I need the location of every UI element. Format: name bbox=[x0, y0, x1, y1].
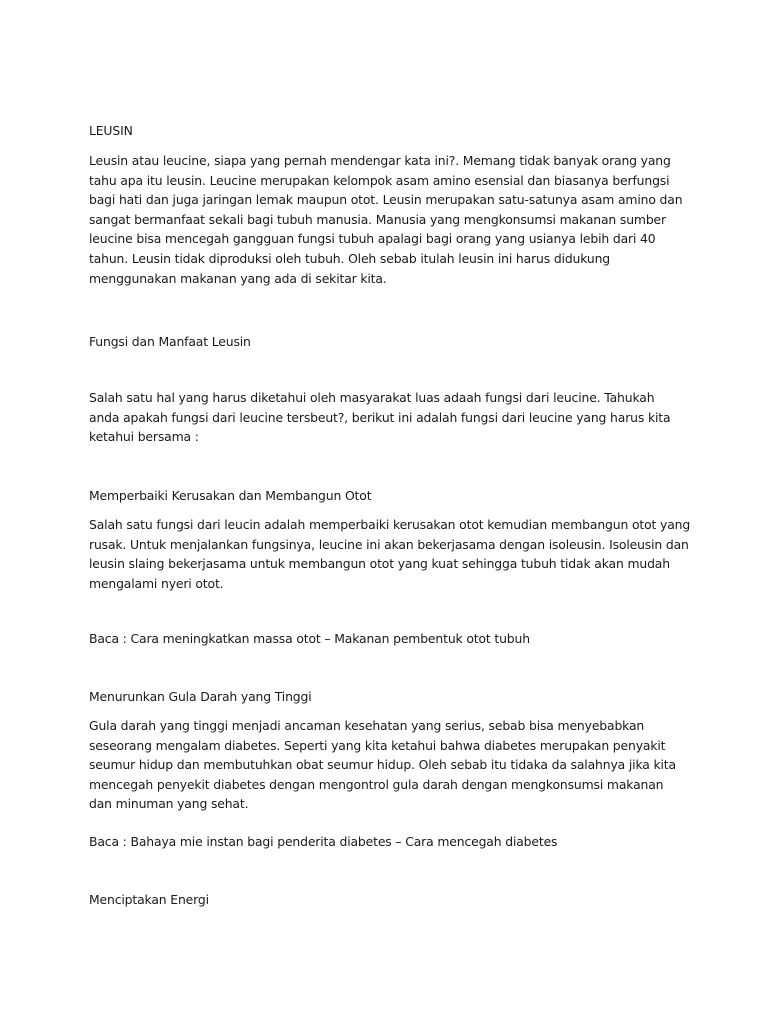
section-heading-otot: Memperbaiki Kerusakan dan Membangun Otot bbox=[89, 488, 372, 503]
baca-link-diabetes: Baca : Bahaya mie instan bagi penderita diabetes – Cara mencegah diabetes bbox=[89, 834, 558, 849]
document-title: LEUSIN bbox=[89, 123, 133, 138]
baca-link-otot: Baca : Cara meningkatkan massa otot – Makanan pembentuk otot tubuh bbox=[89, 631, 530, 646]
paragraph-gula-darah: Gula darah yang tinggi menjadi ancaman kesehatan yang serius, sebab bisa menyebabkan seseorang mengalam diabetes. Seperti yang kita ketahui bahwa diabetes merupakan penyakit seumur hidup dan membutuhkan obat seumur hidup. Oleh sebab itu tidaka da salahnya jika kita mencegah penyekit diabetes dengan mengontrol gula darah dengan mengkonsumsi makanan dan minuman yang sehat. bbox=[89, 718, 676, 812]
section-heading-gula-darah: Menurunkan Gula Darah yang Tinggi bbox=[89, 689, 312, 704]
section-heading-energi: Menciptakan Energi bbox=[89, 892, 209, 907]
paragraph-fungsi-intro: Salah satu hal yang harus diketahui oleh masyarakat luas adaah fungsi dari leucine. Tahukah anda apakah fungsi dari leucine tersbeut?, berikut ini adalah fungsi dari leucine yang harus kita ketahui bersama : bbox=[89, 390, 671, 445]
section-heading-fungsi-manfaat: Fungsi dan Manfaat Leusin bbox=[89, 334, 251, 349]
paragraph-intro: Leusin atau leucine, siapa yang pernah mendengar kata ini?. Memang tidak banyak orang yang tahu apa itu leusin. Leucine merupakan kelompok asam amino esensial dan biasanya berfungsi bagi hati dan juga jaringan lemak maupun otot. Leusin merupakan satu-satunya asam amino dan sangat bermanfaat sekali bagi tubuh manusia. Manusia yang mengkonsumsi makanan sumber leucine bisa mencegah gangguan fungsi tubuh apalagi bagi orang yang usianya lebih dari 40 tahun. Leusin tidak diproduksi oleh tubuh. Oleh sebab itulah leusin ini harus didukung menggunakan makanan yang ada di sekitar kita. bbox=[89, 153, 683, 286]
paragraph-otot: Salah satu fungsi dari leucin adalah memperbaiki kerusakan otot kemudian membangun otot yang rusak. Untuk menjalankan fungsinya, leucine ini akan bekerjasama dengan isoleusin. Isoleusin dan leusin slaing bekerjasama untuk membangun otot yang kuat sehingga tubuh tidak akan mudah mengalami nyeri otot. bbox=[89, 517, 691, 591]
